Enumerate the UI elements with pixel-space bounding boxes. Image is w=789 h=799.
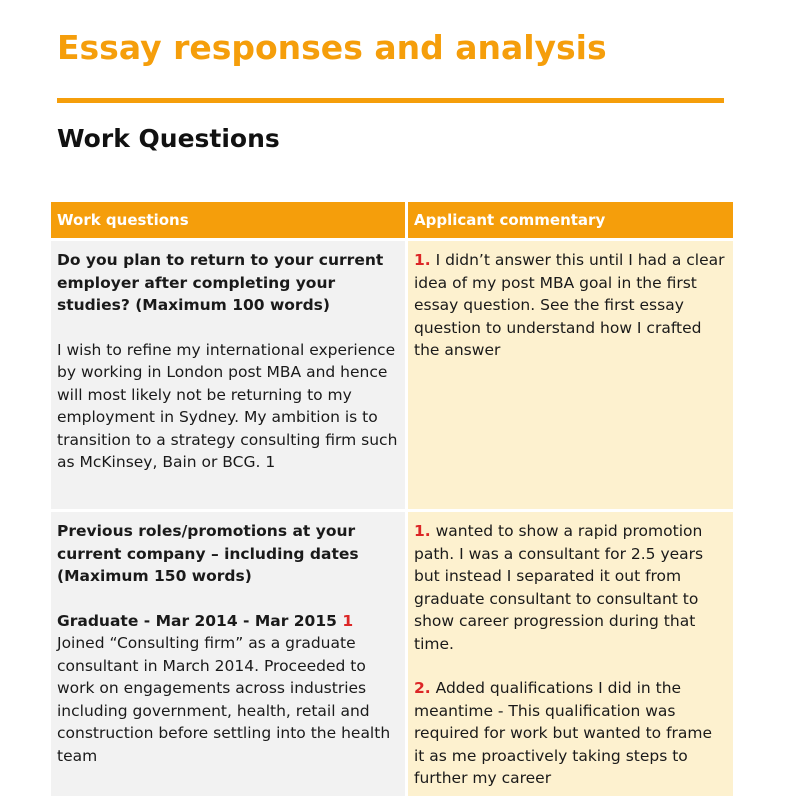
- column-header-work-questions: Work questions: [51, 202, 405, 238]
- note-number: 1.: [414, 251, 431, 269]
- role-subheading-text: Graduate - Mar 2014 - Mar 2015: [57, 611, 343, 630]
- section-title: Work Questions: [57, 124, 280, 153]
- table-row: [51, 512, 733, 796]
- page-title: Essay responses and analysis: [57, 28, 607, 67]
- answer-text: Joined “Consulting firm” as a graduate consultant in March 2014. Proceeded to work on engagements across industries including government, health, retail and construction before settling into the health team: [57, 634, 391, 765]
- table-header-row: [51, 202, 733, 238]
- commentary-cell: [408, 241, 733, 509]
- role-subheading: [57, 610, 399, 633]
- answer-text: I wish to refine my international experience by working in London post MBA and hence will most likely not be returning to my employment in Sydney. My ambition is to transition to a strategy consulting firm such as McKinsey, Bain or BCG. 1: [57, 340, 398, 471]
- commentary-note: [414, 520, 727, 655]
- title-divider: [57, 98, 724, 103]
- column-header-applicant-commentary: Applicant commentary: [408, 202, 733, 238]
- question-text: Do you plan to return to your current employer after completing your studies? (Maximum 100 words): [57, 251, 384, 314]
- footnote-ref: 1: [342, 611, 354, 630]
- table-row: [51, 241, 733, 509]
- question-cell: [51, 241, 405, 509]
- commentary-note: [414, 249, 727, 362]
- note-text: wanted to show a rapid promotion path. I was a consultant for 2.5 years but instead I separated it out from graduate consultant to consultant to show career progression during that time.: [414, 522, 704, 653]
- work-questions-table: [48, 199, 736, 799]
- note-number: 2.: [414, 679, 431, 697]
- note-number: 1.: [414, 522, 431, 540]
- commentary-cell: [408, 512, 733, 796]
- question-cell: [51, 512, 405, 796]
- commentary-note: [414, 677, 727, 790]
- note-text: Added qualifications I did in the meantime - This qualification was required for work but wanted to frame it as me proactively taking steps to further my career: [414, 679, 713, 787]
- question-text: Previous roles/promotions at your current company – including dates (Maximum 150 words): [57, 522, 359, 585]
- note-text: I didn’t answer this until I had a clear idea of my post MBA goal in the first essay question. See the first essay question to understand how I crafted the answer: [414, 251, 725, 359]
